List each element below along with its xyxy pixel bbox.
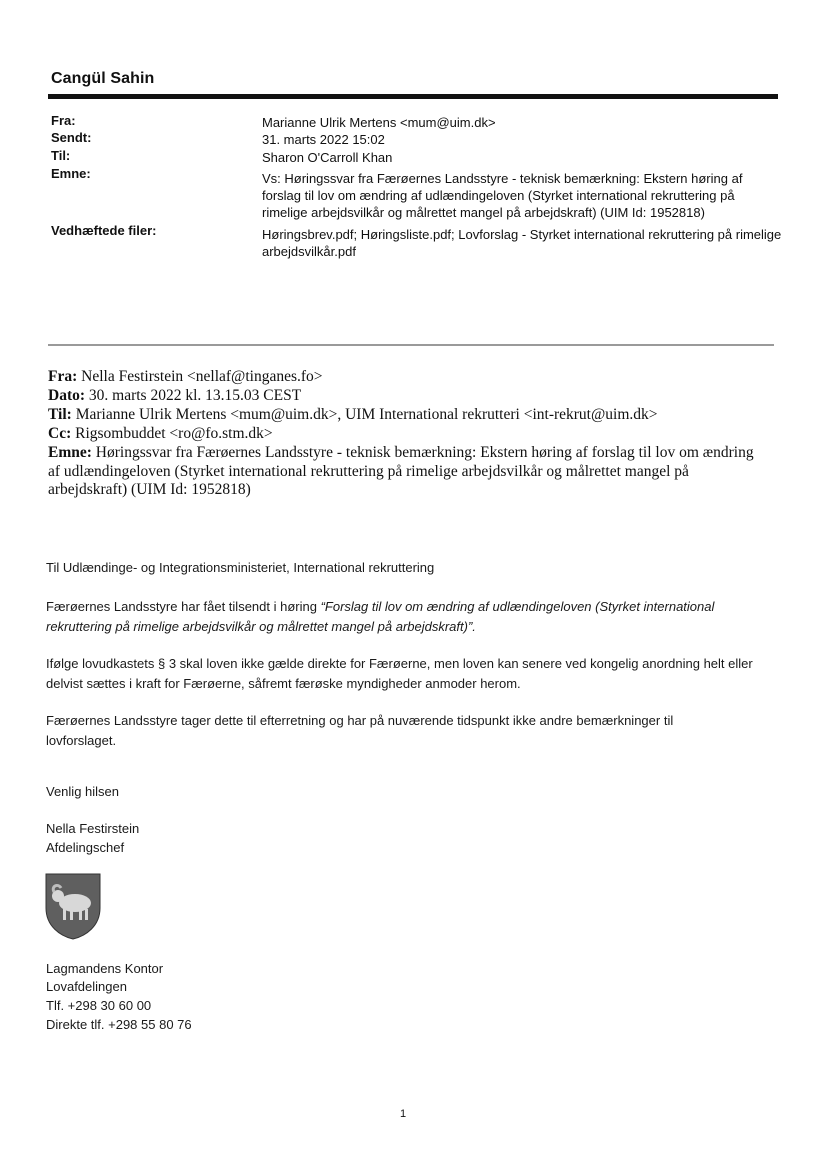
fwd-to-line [48, 406, 788, 425]
fwd-from-value: Nella Festirstein <nellaf@tinganes.fo> [77, 368, 323, 385]
letter-paragraph-1 [46, 597, 781, 637]
from-value: Marianne Ulrik Mertens <mum@uim.dk> [262, 115, 496, 130]
letter-paragraph-1-prefix: Færøernes Landsstyre har fået tilsendt i høring [46, 599, 321, 614]
attachments-label: Vedhæftede filer: [51, 223, 157, 238]
fwd-cc-label: Cc: [48, 425, 72, 442]
signer-name: Nella Festirstein [46, 821, 140, 836]
fwd-date-line [48, 387, 788, 406]
sent-value: 31. marts 2022 15:02 [262, 132, 385, 147]
letter-closing: Venlig hilsen [46, 784, 119, 799]
direct-phone-number: Direkte tlf. +298 55 80 76 [46, 1017, 192, 1032]
letter-paragraph-3: Færøernes Landsstyre tager dette til efterretning og har på nuværende tidspunkt ikke andre bemærkninger til lovforslaget. [46, 713, 674, 748]
fwd-from-label: Fra: [48, 368, 78, 385]
letter-salutation: Til Udlændinge- og Integrationsministeriet, International rekruttering [46, 560, 435, 575]
signer-title: Afdelingschef [46, 840, 125, 855]
department-name: Lovafdelingen [46, 979, 127, 994]
fwd-subject-line [48, 444, 768, 500]
letter-paragraph-1-quote: “Forslag til lov om ændring af udlændingeloven (Styrket international rekruttering på rimelige arbejdsvilkår og målrettet mangel på arbejdskraft)”. [46, 599, 715, 634]
fwd-to-value: Marianne Ulrik Mertens <mum@uim.dk>, UIM International rekrutteri <int-rekrut@uim.dk> [71, 406, 658, 423]
forward-divider [48, 344, 774, 346]
subject-label: Emne: [51, 166, 91, 181]
fwd-to-label: Til: [48, 406, 72, 423]
to-value: Sharon O'Carroll Khan [262, 150, 393, 165]
header-divider [48, 94, 778, 99]
fwd-subject-label: Emne: [48, 444, 92, 461]
fwd-date-value: 30. marts 2022 kl. 13.15.03 CEST [85, 387, 302, 404]
office-name: Lagmandens Kontor [46, 961, 164, 976]
fwd-cc-value: Rigsombuddet <ro@fo.stm.dk> [71, 425, 273, 442]
fwd-from-line [48, 368, 788, 387]
attachments-value: Høringsbrev.pdf; Høringsliste.pdf; Lovforslag - Styrket international rekruttering på rimelige arbejdsvilkår.pdf [262, 227, 782, 259]
fwd-date-label: Dato: [48, 387, 86, 404]
to-label: Til: [51, 148, 71, 163]
phone-number: Tlf. +298 30 60 00 [46, 998, 152, 1013]
page-number: 1 [400, 1108, 407, 1120]
coat-of-arms-ram-icon [44, 872, 102, 940]
letter-paragraph-2: Ifølge lovudkastets § 3 skal loven ikke gælde direkte for Færøerne, men loven kan senere ved kongelig anordning helt eller delvist sættes i kraft for Færøerne, såfremt færøske myndigheder anmoder herom. [46, 656, 753, 691]
fwd-subject-value: Høringssvar fra Færøernes Landsstyre - teknisk bemærkning: Ekstern høring af forslag til lov om ændring af udlændingeloven (Styrket international rekruttering på rimelige arbejdsvilkår og målrettet mangel på arbejdskraft) (UIM Id: 1952818) [48, 444, 754, 498]
sent-label: Sendt: [51, 130, 92, 145]
from-label: Fra: [51, 113, 76, 128]
subject-value: Vs: Høringssvar fra Færøernes Landsstyre - teknisk bemærkning: Ekstern høring af forslag til lov om ændring af udlændingeloven (Styrket international rekruttering på rimelige arbejdsvilkår og målrettet mangel på arbejdskraft) (UIM Id: 1952818) [262, 171, 743, 220]
mailbox-owner-name: Cangül Sahin [51, 70, 155, 87]
fwd-cc-line [48, 425, 788, 444]
